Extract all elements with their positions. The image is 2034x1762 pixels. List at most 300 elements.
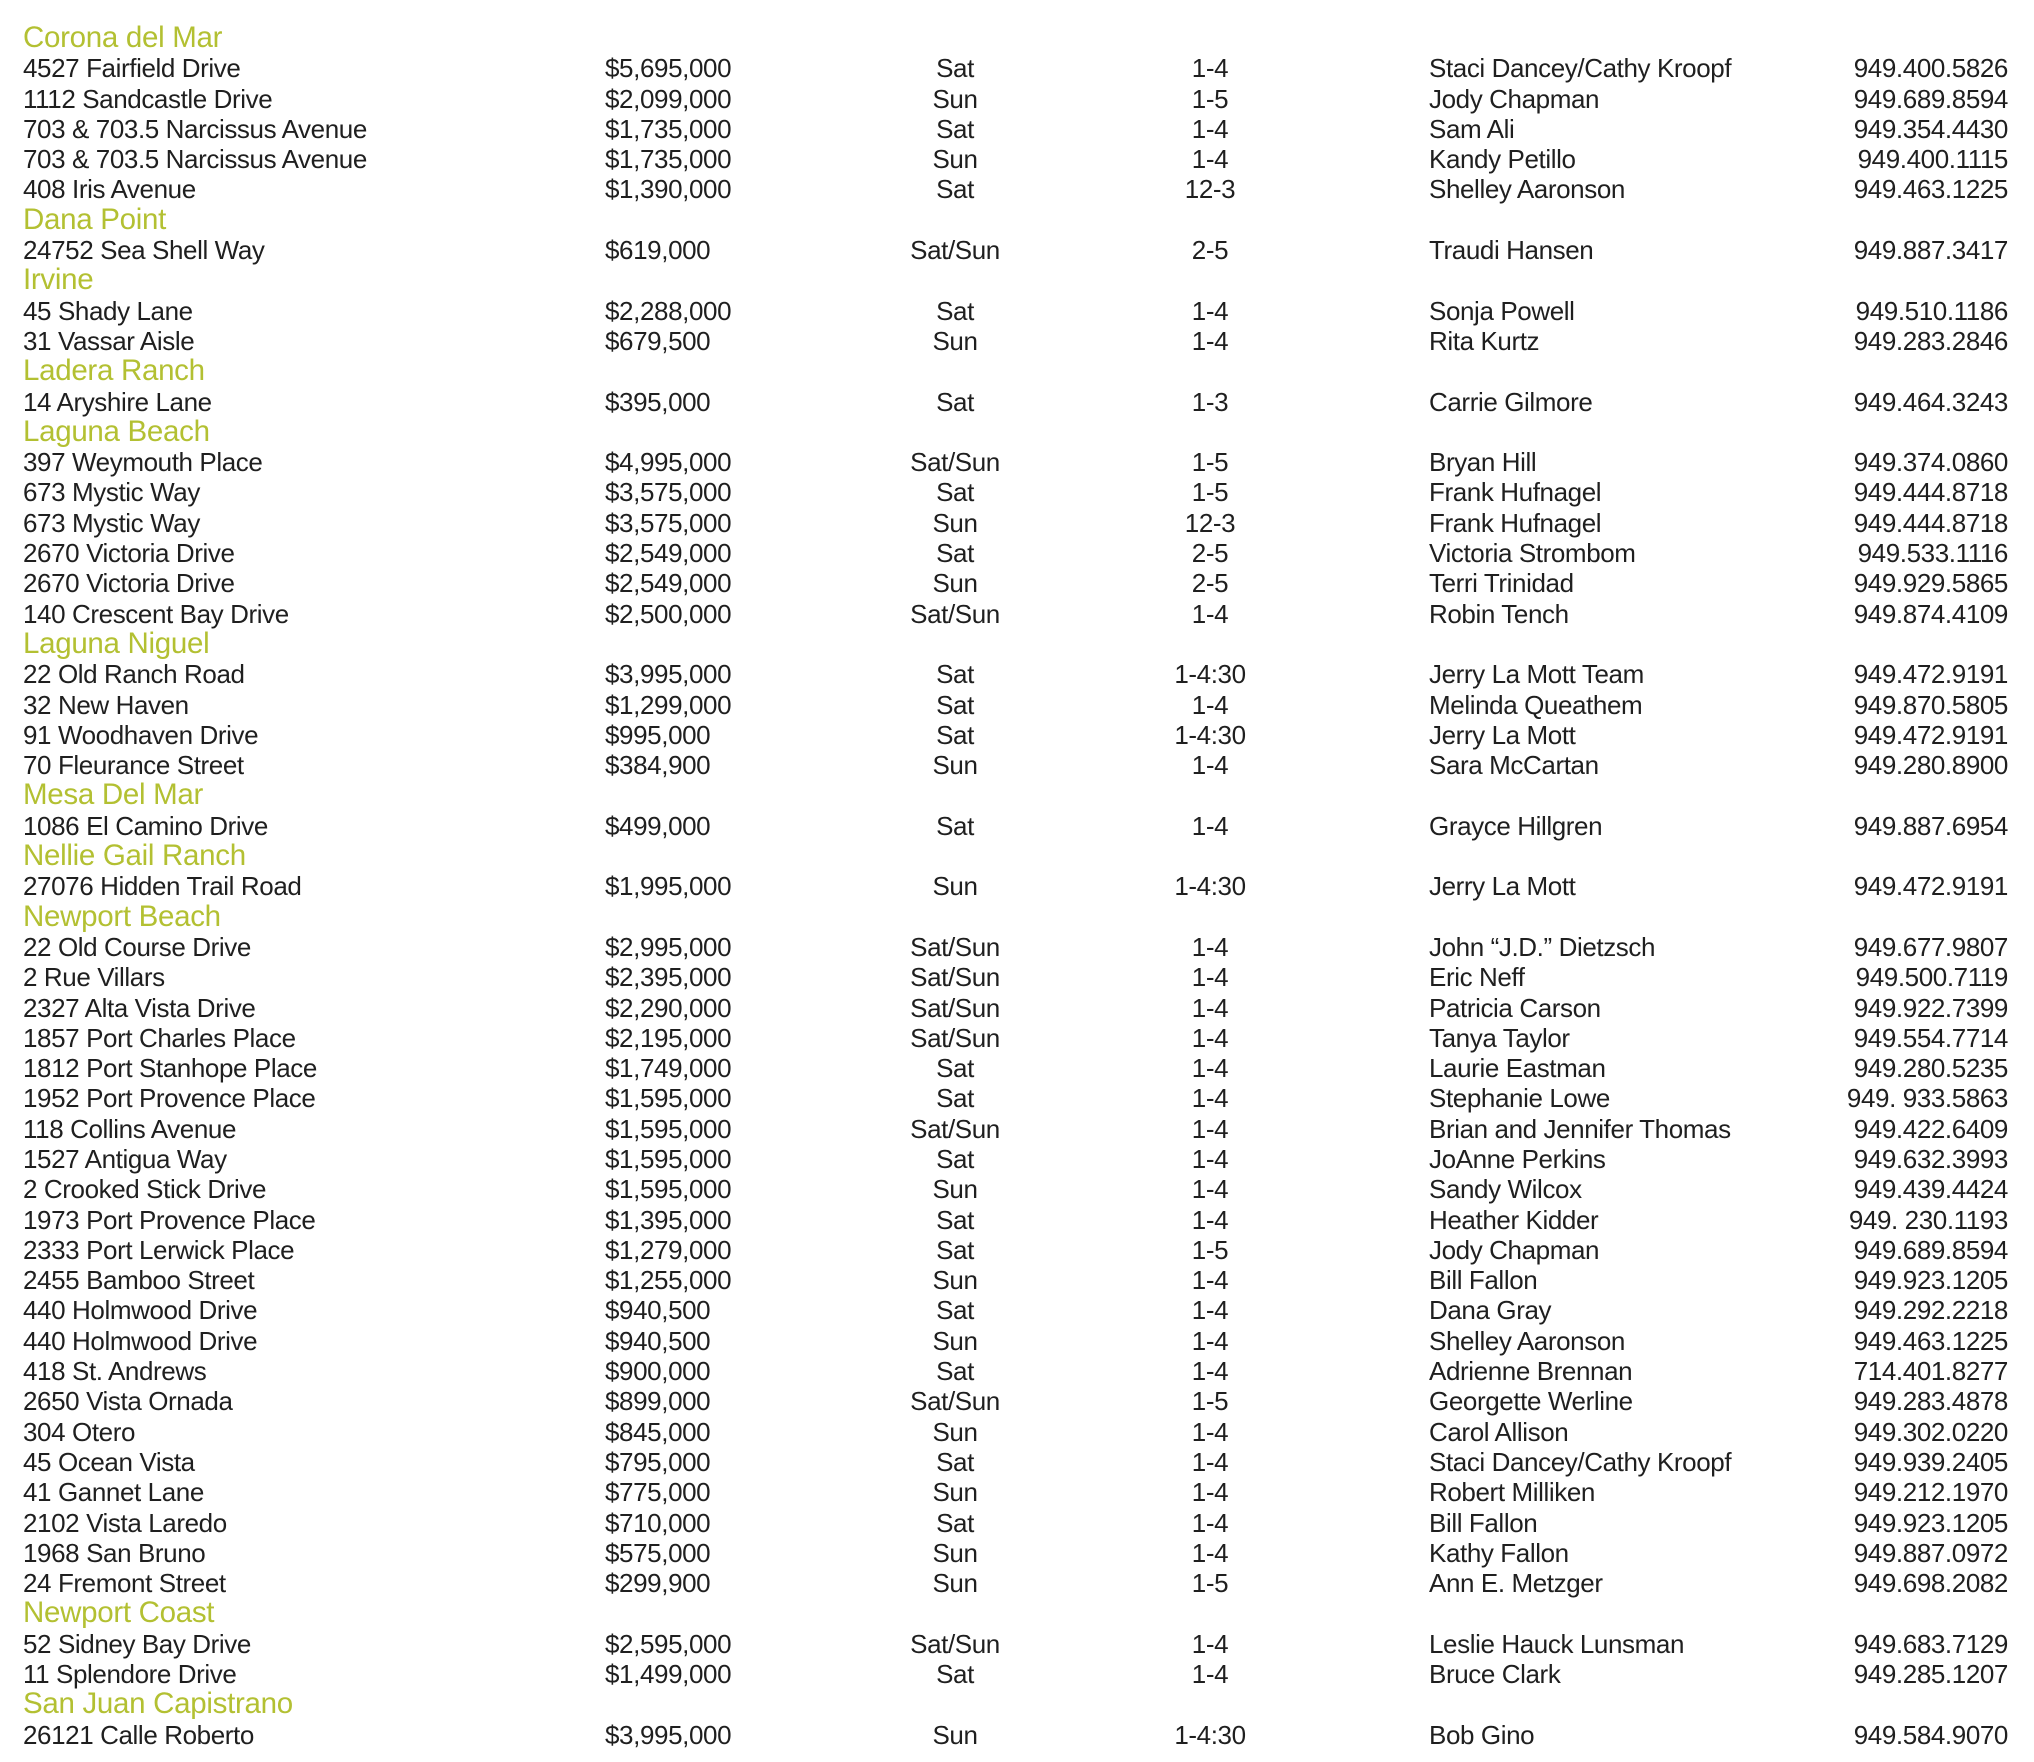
listing-day: Sun xyxy=(932,325,978,356)
listing-agent: Melinda Queathem xyxy=(1429,689,1643,720)
listing-price: $1,299,000 xyxy=(605,689,732,720)
listing-address: 4527 Fairfield Drive xyxy=(23,53,241,84)
listing-phone: 949.302.0220 xyxy=(1853,1416,2008,1447)
listing-day: Sat/Sun xyxy=(910,992,1000,1023)
listing-address: 440 Holmwood Drive xyxy=(23,1325,258,1356)
listing-address: 22 Old Ranch Road xyxy=(23,659,245,690)
listing-agent: Staci Dancey/Cathy Kroopf xyxy=(1429,1446,1732,1477)
listing-day: Sun xyxy=(932,1477,978,1508)
listing-price: $2,395,000 xyxy=(605,962,732,993)
listing-agent: Terri Trinidad xyxy=(1429,568,1574,599)
listing-row xyxy=(23,568,2034,598)
listing-phone: 949.939.2405 xyxy=(1853,1446,2008,1477)
listing-row xyxy=(23,1629,2034,1659)
listing-address: 1112 Sandcastle Drive xyxy=(23,83,273,114)
listing-day: Sat xyxy=(936,1507,974,1538)
listing-agent: Bill Fallon xyxy=(1429,1265,1538,1296)
listing-address: 2455 Bamboo Street xyxy=(23,1265,255,1296)
listing-row xyxy=(23,53,2034,83)
listing-address: 703 & 703.5 Narcissus Avenue xyxy=(23,144,367,175)
listing-phone: 949.500.7119 xyxy=(1855,962,2008,993)
listing-address: 304 Otero xyxy=(23,1416,136,1447)
listing-phone: 949.283.4878 xyxy=(1853,1386,2008,1417)
city-section-header: Corona del Mar xyxy=(23,21,223,54)
listing-row xyxy=(23,1265,2034,1295)
listing-row xyxy=(23,1568,2034,1598)
listing-time: 1-4 xyxy=(1191,144,1229,175)
listing-address: 2333 Port Lerwick Place xyxy=(23,1234,295,1265)
listing-agent: John “J.D.” Dietzsch xyxy=(1429,931,1656,962)
listing-time: 1-4 xyxy=(1191,1659,1229,1690)
listing-price: $1,995,000 xyxy=(605,871,732,902)
listing-phone: 949.923.1205 xyxy=(1853,1507,2008,1538)
listing-price: $2,549,000 xyxy=(605,538,732,569)
listing-time: 1-5 xyxy=(1191,1386,1229,1417)
listing-phone: 949.285.1207 xyxy=(1853,1659,2008,1690)
listing-price: $775,000 xyxy=(605,1477,711,1508)
listing-phone: 949.292.2218 xyxy=(1853,1295,2008,1326)
listing-time: 1-4 xyxy=(1191,962,1229,993)
listing-address: 1952 Port Provence Place xyxy=(23,1083,316,1114)
listing-price: $845,000 xyxy=(605,1416,711,1447)
listing-row xyxy=(23,962,2034,992)
listing-phone: 949.444.8718 xyxy=(1853,507,2008,538)
listing-agent: Sam Ali xyxy=(1429,113,1515,144)
listing-price: $3,995,000 xyxy=(605,659,732,690)
listing-row xyxy=(23,1477,2034,1507)
listing-price: $899,000 xyxy=(605,1386,711,1417)
listing-time: 1-4:30 xyxy=(1174,871,1246,902)
listing-time: 1-4 xyxy=(1191,1174,1229,1205)
listing-price: $2,290,000 xyxy=(605,992,732,1023)
listing-agent: JoAnne Perkins xyxy=(1429,1143,1606,1174)
listing-day: Sat/Sun xyxy=(910,1113,1000,1144)
listing-agent: Leslie Hauck Lunsman xyxy=(1429,1628,1685,1659)
listing-day: Sat xyxy=(936,719,974,750)
listing-day: Sat xyxy=(936,113,974,144)
listing-price: $995,000 xyxy=(605,719,711,750)
listing-address: 14 Aryshire Lane xyxy=(23,386,212,417)
listing-row xyxy=(23,144,2034,174)
listing-row xyxy=(23,447,2034,477)
listing-address: 31 Vassar Aisle xyxy=(23,325,195,356)
listing-row xyxy=(23,1326,2034,1356)
listing-day: Sat xyxy=(936,659,974,690)
listing-row xyxy=(23,811,2034,841)
listing-address: 2102 Vista Laredo xyxy=(23,1507,227,1538)
listing-row xyxy=(23,1659,2034,1689)
listing-phone: 949.922.7399 xyxy=(1853,992,2008,1023)
listing-day: Sat xyxy=(936,538,974,569)
listing-price: $575,000 xyxy=(605,1537,711,1568)
listing-price: $795,000 xyxy=(605,1446,711,1477)
listing-phone: 949. 933.5863 xyxy=(1846,1083,2008,1114)
listing-phone: 949.533.1116 xyxy=(1857,538,2008,569)
listing-address: 11 Splendore Drive xyxy=(23,1659,237,1690)
listing-row xyxy=(23,477,2034,507)
listing-time: 1-4:30 xyxy=(1174,1719,1246,1750)
listing-agent: Patricia Carson xyxy=(1429,992,1601,1023)
listing-time: 1-5 xyxy=(1191,1234,1229,1265)
listing-time: 1-4 xyxy=(1191,1537,1229,1568)
listing-phone: 949.439.4424 xyxy=(1853,1174,2008,1205)
listing-address: 673 Mystic Way xyxy=(23,477,200,508)
listing-agent: Stephanie Lowe xyxy=(1429,1083,1610,1114)
listing-agent: Frank Hufnagel xyxy=(1429,477,1602,508)
listing-agent: Heather Kidder xyxy=(1429,1204,1599,1235)
listing-row xyxy=(23,1356,2034,1386)
city-section-header: San Juan Capistrano xyxy=(23,1687,293,1721)
listing-address: 24 Fremont Street xyxy=(23,1568,226,1599)
listing-row xyxy=(23,1720,2034,1750)
listing-address: 408 Iris Avenue xyxy=(23,174,196,205)
listing-row xyxy=(23,1508,2034,1538)
listing-address: 1857 Port Charles Place xyxy=(23,1022,296,1053)
listing-day: Sat xyxy=(936,295,974,326)
listing-agent: Sara McCartan xyxy=(1429,750,1599,781)
listing-day: Sun xyxy=(932,1174,978,1205)
listing-agent: Laurie Eastman xyxy=(1429,1053,1606,1084)
listing-day: Sat xyxy=(936,174,974,205)
city-section-header: Ladera Ranch xyxy=(23,354,205,388)
listing-phone: 949.923.1205 xyxy=(1853,1265,2008,1296)
listing-row xyxy=(23,1053,2034,1083)
listing-time: 1-4 xyxy=(1191,1356,1229,1387)
listing-time: 1-4 xyxy=(1191,1416,1229,1447)
listing-time: 1-4 xyxy=(1191,750,1229,781)
listing-agent: Robin Tench xyxy=(1429,598,1569,629)
listing-time: 1-4 xyxy=(1191,295,1229,326)
listing-time: 1-5 xyxy=(1191,447,1229,478)
listing-agent: Bill Fallon xyxy=(1429,1507,1538,1538)
listing-phone: 949.422.6409 xyxy=(1853,1113,2008,1144)
listing-row xyxy=(23,1205,2034,1235)
listing-day: Sun xyxy=(932,144,978,175)
listing-agent: Carol Allison xyxy=(1429,1416,1569,1447)
listing-price: $5,695,000 xyxy=(605,53,732,84)
listing-row xyxy=(23,1144,2034,1174)
listing-address: 52 Sidney Bay Drive xyxy=(23,1628,251,1659)
listing-day: Sat/Sun xyxy=(910,962,1000,993)
listing-phone: 949. 230.1193 xyxy=(1848,1204,2008,1235)
listing-phone: 949.400.1115 xyxy=(1857,144,2008,175)
listing-address: 1527 Antigua Way xyxy=(23,1143,227,1174)
listing-row xyxy=(23,750,2034,780)
listing-row xyxy=(23,508,2034,538)
listing-row xyxy=(23,326,2034,356)
listing-time: 2-5 xyxy=(1191,568,1229,599)
listing-price: $2,549,000 xyxy=(605,568,732,599)
listing-address: 703 & 703.5 Narcissus Avenue xyxy=(23,113,367,144)
listing-day: Sat xyxy=(936,689,974,720)
listing-price: $679,500 xyxy=(605,325,711,356)
listing-day: Sun xyxy=(932,1416,978,1447)
listing-phone: 949.472.9191 xyxy=(1853,659,2008,690)
listing-address: 91 Woodhaven Drive xyxy=(23,719,259,750)
listing-time: 1-5 xyxy=(1191,1568,1229,1599)
listing-phone: 949.929.5865 xyxy=(1853,568,2008,599)
listing-phone: 949.887.3417 xyxy=(1853,235,2008,266)
listing-row xyxy=(23,720,2034,750)
listing-agent: Georgette Werline xyxy=(1429,1386,1633,1417)
listing-phone: 949.632.3993 xyxy=(1853,1143,2008,1174)
listing-agent: Jody Chapman xyxy=(1429,83,1600,114)
listing-phone: 949.212.1970 xyxy=(1853,1477,2008,1508)
listing-row xyxy=(23,1538,2034,1568)
listing-agent: Sandy Wilcox xyxy=(1429,1174,1582,1205)
listing-price: $3,575,000 xyxy=(605,507,732,538)
listing-row xyxy=(23,1083,2034,1113)
listing-time: 12-3 xyxy=(1184,174,1236,205)
listing-day: Sat/Sun xyxy=(910,1386,1000,1417)
listing-time: 1-3 xyxy=(1191,386,1229,417)
listing-address: 2 Crooked Stick Drive xyxy=(23,1174,267,1205)
listing-row xyxy=(23,690,2034,720)
listing-address: 2650 Vista Ornada xyxy=(23,1386,233,1417)
listing-phone: 949.463.1225 xyxy=(1853,1325,2008,1356)
listing-phone: 949.689.8594 xyxy=(1853,1234,2008,1265)
listing-phone: 949.400.5826 xyxy=(1853,53,2008,84)
listing-time: 1-4 xyxy=(1191,1477,1229,1508)
listing-price: $940,500 xyxy=(605,1325,711,1356)
listing-day: Sat/Sun xyxy=(910,1022,1000,1053)
listing-day: Sat xyxy=(936,1295,974,1326)
listing-day: Sat/Sun xyxy=(910,235,1000,266)
listing-address: 418 St. Andrews xyxy=(23,1356,207,1387)
listing-agent: Robert Milliken xyxy=(1429,1477,1595,1508)
listing-phone: 949.464.3243 xyxy=(1853,386,2008,417)
listing-time: 1-4 xyxy=(1191,53,1229,84)
listing-row xyxy=(23,659,2034,689)
listing-phone: 714.401.8277 xyxy=(1853,1356,2008,1387)
city-section-header: Dana Point xyxy=(23,202,166,236)
listing-row xyxy=(23,932,2034,962)
listing-phone: 949.677.9807 xyxy=(1853,931,2008,962)
city-section-header: Laguna Niguel xyxy=(23,626,210,660)
listing-phone: 949.689.8594 xyxy=(1853,83,2008,114)
listing-agent: Rita Kurtz xyxy=(1429,325,1540,356)
listing-agent: Bruce Clark xyxy=(1429,1659,1561,1690)
listing-agent: Bob Gino xyxy=(1429,1719,1535,1750)
listing-day: Sat xyxy=(936,477,974,508)
listing-day: Sat xyxy=(936,1053,974,1084)
listing-agent: Grayce Hillgren xyxy=(1429,810,1603,841)
listing-time: 1-4 xyxy=(1191,1113,1229,1144)
city-section-header: Newport Coast xyxy=(23,1596,215,1630)
listing-price: $1,595,000 xyxy=(605,1113,732,1144)
listing-address: 118 Collins Avenue xyxy=(23,1113,237,1144)
listing-time: 1-4 xyxy=(1191,598,1229,629)
listing-price: $1,595,000 xyxy=(605,1083,732,1114)
listing-address: 673 Mystic Way xyxy=(23,507,200,538)
listing-phone: 949.887.6954 xyxy=(1853,810,2008,841)
listing-price: $1,395,000 xyxy=(605,1204,732,1235)
listing-row xyxy=(23,1417,2034,1447)
listing-day: Sun xyxy=(932,83,978,114)
listing-address: 140 Crescent Bay Drive xyxy=(23,598,289,629)
listing-phone: 949.280.5235 xyxy=(1853,1053,2008,1084)
listing-day: Sun xyxy=(932,1719,978,1750)
listing-row xyxy=(23,387,2034,417)
listing-row xyxy=(23,235,2034,265)
listing-time: 1-4 xyxy=(1191,1507,1229,1538)
listing-row xyxy=(23,871,2034,901)
listing-day: Sat/Sun xyxy=(910,447,1000,478)
listing-day: Sat xyxy=(936,1446,974,1477)
city-section-header: Newport Beach xyxy=(23,899,221,933)
listing-time: 1-5 xyxy=(1191,477,1229,508)
listing-price: $3,995,000 xyxy=(605,1719,732,1750)
listing-price: $2,288,000 xyxy=(605,295,732,326)
listing-row xyxy=(23,1174,2034,1204)
listing-address: 1812 Port Stanhope Place xyxy=(23,1053,317,1084)
listing-day: Sat xyxy=(936,810,974,841)
listing-row xyxy=(23,599,2034,629)
listing-price: $619,000 xyxy=(605,235,711,266)
listing-price: $1,279,000 xyxy=(605,1234,732,1265)
listing-price: $1,595,000 xyxy=(605,1174,732,1205)
listing-phone: 949.283.2846 xyxy=(1853,325,2008,356)
listing-address: 27076 Hidden Trail Road xyxy=(23,871,302,902)
listing-phone: 949.463.1225 xyxy=(1853,174,2008,205)
listing-row xyxy=(23,1114,2034,1144)
listing-time: 1-5 xyxy=(1191,83,1229,114)
listing-agent: Tanya Taylor xyxy=(1429,1022,1570,1053)
listing-row xyxy=(23,1023,2034,1053)
listing-phone: 949.472.9191 xyxy=(1853,871,2008,902)
listing-agent: Dana Gray xyxy=(1429,1295,1552,1326)
listing-day: Sun xyxy=(932,871,978,902)
listing-price: $1,735,000 xyxy=(605,113,732,144)
listing-price: $4,995,000 xyxy=(605,447,732,478)
listing-phone: 949.280.8900 xyxy=(1853,750,2008,781)
listing-price: $384,900 xyxy=(605,750,711,781)
listing-time: 1-4 xyxy=(1191,1628,1229,1659)
listing-day: Sat/Sun xyxy=(910,1628,1000,1659)
listing-day: Sun xyxy=(932,1537,978,1568)
listing-phone: 949.510.1186 xyxy=(1855,295,2008,326)
listing-phone: 949.374.0860 xyxy=(1853,447,2008,478)
listing-row xyxy=(23,1447,2034,1477)
listing-time: 1-4 xyxy=(1191,1325,1229,1356)
listing-day: Sun xyxy=(932,1325,978,1356)
listing-phone: 949.554.7714 xyxy=(1853,1022,2008,1053)
listing-agent: Traudi Hansen xyxy=(1429,235,1594,266)
listing-time: 2-5 xyxy=(1191,235,1229,266)
listing-day: Sat xyxy=(936,386,974,417)
listing-time: 1-4 xyxy=(1191,325,1229,356)
listing-agent: Bryan Hill xyxy=(1429,447,1537,478)
listing-time: 1-4 xyxy=(1191,931,1229,962)
listing-day: Sat/Sun xyxy=(910,931,1000,962)
listing-price: $299,900 xyxy=(605,1568,711,1599)
listing-address: 397 Weymouth Place xyxy=(23,447,263,478)
listing-agent: Brian and Jennifer Thomas xyxy=(1429,1113,1731,1144)
listing-price: $395,000 xyxy=(605,386,711,417)
listing-agent: Kandy Petillo xyxy=(1429,144,1576,175)
listing-address: 45 Shady Lane xyxy=(23,295,193,326)
listing-day: Sat xyxy=(936,1083,974,1114)
listing-address: 45 Ocean Vista xyxy=(23,1446,195,1477)
listing-time: 1-4 xyxy=(1191,1143,1229,1174)
listing-time: 1-4:30 xyxy=(1174,719,1246,750)
listing-agent: Victoria Strombom xyxy=(1429,538,1636,569)
listing-phone: 949.874.4109 xyxy=(1853,598,2008,629)
listing-address: 2670 Victoria Drive xyxy=(23,538,235,569)
listing-day: Sat xyxy=(936,53,974,84)
listing-price: $2,995,000 xyxy=(605,931,732,962)
listing-address: 440 Holmwood Drive xyxy=(23,1295,258,1326)
listing-row xyxy=(23,993,2034,1023)
listing-price: $900,000 xyxy=(605,1356,711,1387)
listing-agent: Jerry La Mott Team xyxy=(1429,659,1644,690)
listing-time: 1-4 xyxy=(1191,1022,1229,1053)
listing-address: 1086 El Camino Drive xyxy=(23,810,268,841)
listing-price: $1,595,000 xyxy=(605,1143,732,1174)
listing-row xyxy=(23,1295,2034,1325)
listing-agent: Staci Dancey/Cathy Kroopf xyxy=(1429,53,1732,84)
listing-price: $1,390,000 xyxy=(605,174,732,205)
listing-row xyxy=(23,296,2034,326)
listing-phone: 949.698.2082 xyxy=(1853,1568,2008,1599)
listing-day: Sat/Sun xyxy=(910,598,1000,629)
listing-agent: Shelley Aaronson xyxy=(1429,174,1625,205)
listing-price: $1,749,000 xyxy=(605,1053,732,1084)
listing-address: 41 Gannet Lane xyxy=(23,1477,204,1508)
listing-row xyxy=(23,538,2034,568)
listing-agent: Shelley Aaronson xyxy=(1429,1325,1625,1356)
listing-address: 1973 Port Provence Place xyxy=(23,1204,316,1235)
listing-time: 1-4 xyxy=(1191,1053,1229,1084)
listing-price: $1,499,000 xyxy=(605,1659,732,1690)
city-section-header: Nellie Gail Ranch xyxy=(23,839,246,873)
listing-address: 70 Fleurance Street xyxy=(23,750,244,781)
listing-day: Sun xyxy=(932,750,978,781)
listing-row xyxy=(23,1235,2034,1265)
listing-agent: Jody Chapman xyxy=(1429,1234,1600,1265)
listing-price: $2,595,000 xyxy=(605,1628,732,1659)
listing-price: $2,500,000 xyxy=(605,598,732,629)
listing-price: $2,099,000 xyxy=(605,83,732,114)
listing-time: 1-4:30 xyxy=(1174,659,1246,690)
listing-time: 1-4 xyxy=(1191,810,1229,841)
listing-phone: 949.887.0972 xyxy=(1853,1537,2008,1568)
listing-time: 1-4 xyxy=(1191,1295,1229,1326)
listing-address: 2670 Victoria Drive xyxy=(23,568,235,599)
listing-price: $2,195,000 xyxy=(605,1022,732,1053)
listing-day: Sat xyxy=(936,1356,974,1387)
listing-time: 1-4 xyxy=(1191,992,1229,1023)
listing-time: 1-4 xyxy=(1191,689,1229,720)
listing-time: 1-4 xyxy=(1191,113,1229,144)
listing-time: 1-4 xyxy=(1191,1265,1229,1296)
listing-agent: Jerry La Mott xyxy=(1429,719,1576,750)
listing-phone: 949.472.9191 xyxy=(1853,719,2008,750)
listing-time: 2-5 xyxy=(1191,538,1229,569)
listing-phone: 949.870.5805 xyxy=(1853,689,2008,720)
listing-agent: Adrienne Brennan xyxy=(1429,1356,1633,1387)
listing-time: 1-4 xyxy=(1191,1083,1229,1114)
city-section-header: Mesa Del Mar xyxy=(23,778,203,812)
listing-agent: Eric Neff xyxy=(1429,962,1525,993)
listing-time: 1-4 xyxy=(1191,1446,1229,1477)
listing-price: $1,735,000 xyxy=(605,144,732,175)
listing-day: Sun xyxy=(932,1568,978,1599)
listing-agent: Jerry La Mott xyxy=(1429,871,1576,902)
listing-day: Sun xyxy=(932,507,978,538)
listing-phone: 949.584.9070 xyxy=(1853,1719,2008,1750)
listing-address: 2327 Alta Vista Drive xyxy=(23,992,256,1023)
